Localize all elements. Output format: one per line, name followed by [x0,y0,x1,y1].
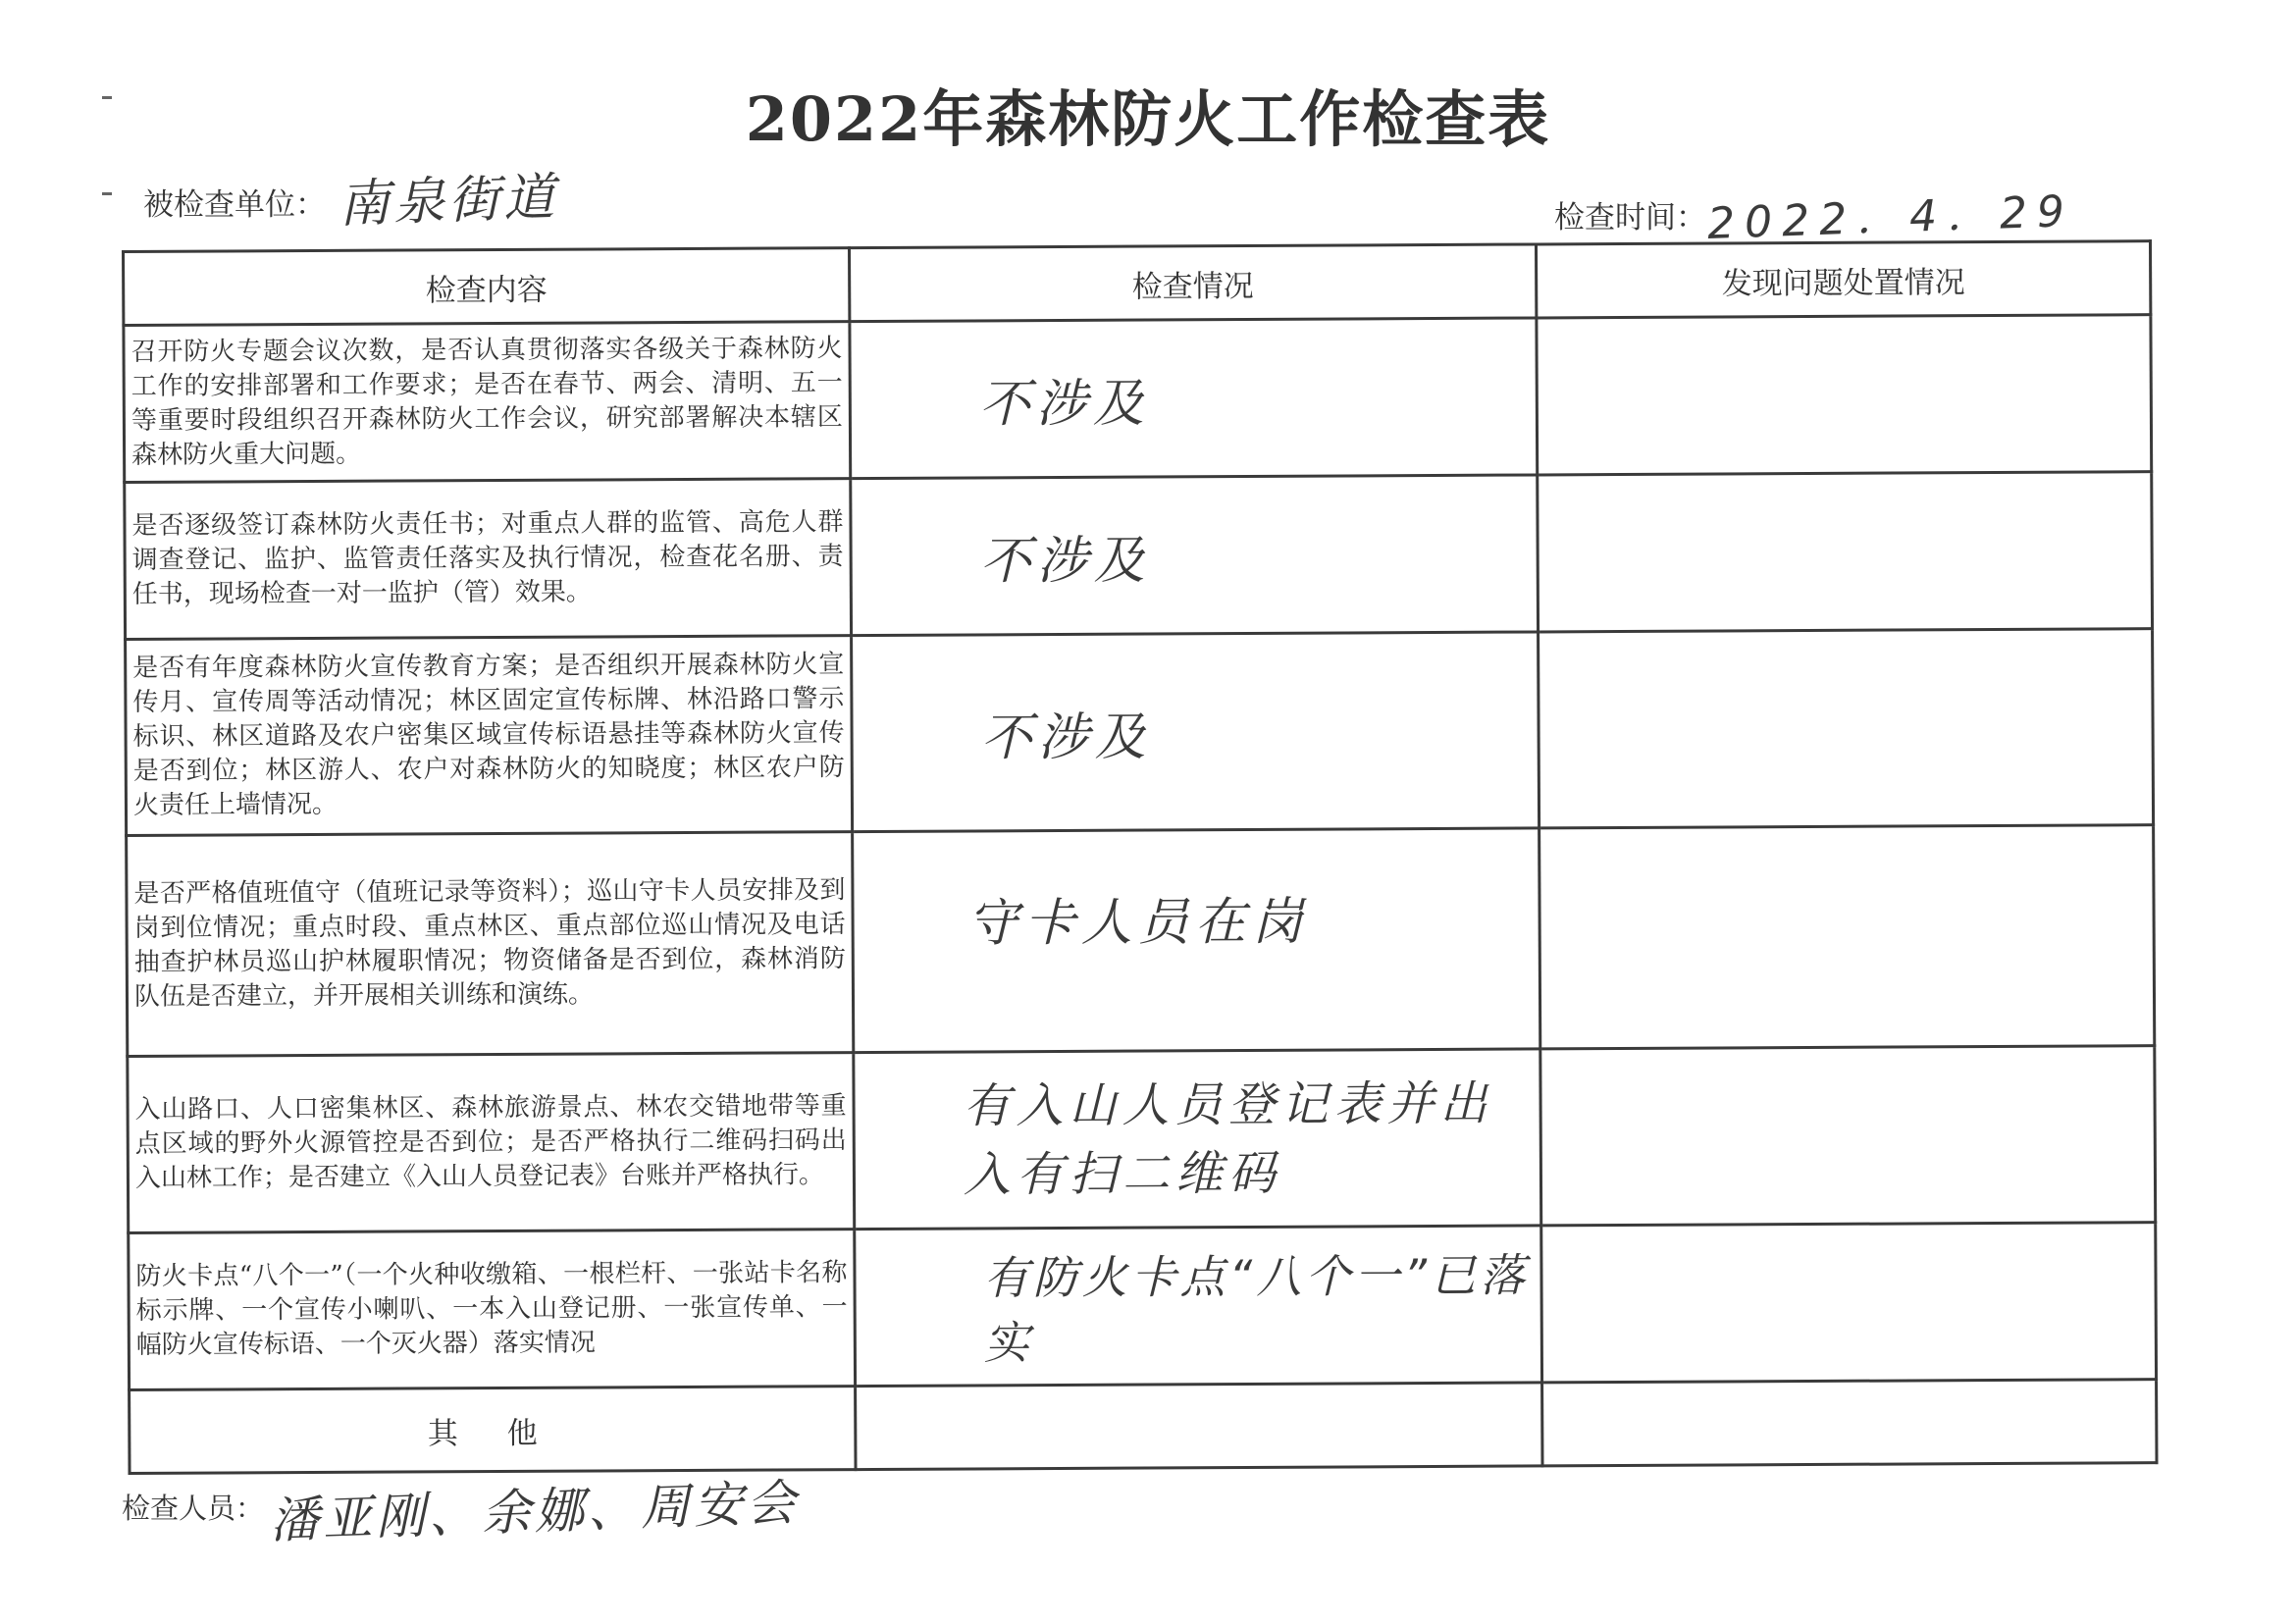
table-row [129,1223,2157,1390]
check-result-cell: 有防火卡点“八个一”已落实 [855,1226,1542,1387]
handling-cell [1539,629,2154,828]
other-label: 其 他 [130,1387,856,1474]
scan-mark [102,192,112,195]
check-content-cell: 是否逐级签订森林防火责任书；对重点人群的监管、高危人群调查登记、监护、监管责任落实及执行情况，检查花名册、责任书，现场检查一对一监护（管）效果。 [125,479,852,640]
check-result-cell: 不涉及 [850,318,1538,479]
check-content-cell: 召开防火专题会议次数，是否认真贯彻落实各级关于森林防火工作的安排部署和工作要求；是否在春节、两会、清明、五一等重要时段组织召开森林防火工作会议，研究部署解决本辖区森林防火重大问题。 [124,322,851,483]
table-row [124,315,2152,483]
column-header: 发现问题处置情况 [1536,241,2150,318]
table-row [125,472,2153,640]
handling-cell [1540,1046,2156,1226]
table-row-other [130,1380,2157,1474]
check-result-cell: 有入山人员登记表并出入有扫二维码 [854,1049,1541,1230]
inspector-value: 潘亚刚、余娜、周安会 [269,1474,801,1549]
unit-value: 南泉街道 [338,168,560,235]
unit-label: 被检查单位： [143,187,326,223]
table-header-row [124,241,2151,326]
check-content-cell: 入山路口、人口密集林区、森林旅游景点、林农交错地带等重点区域的野外火源管控是否到位；是否严格执行二维码扫码出入山林工作；是否建立《入山人员登记表》台账并严格执行。 [128,1053,855,1233]
check-content-cell: 是否有年度森林防火宣传教育方案；是否组织开展森林防火宣传月、宣传周等活动情况；林区固定宣传标牌、林沿路口警示标识、林区道路及农户密集区域宣传标语悬挂等森林防火宣传是否到位；林区游人、农户对森林防火的知晓度；林区农户防火责任上墙情况。 [126,636,853,836]
table-row [126,629,2154,836]
table-row [127,825,2155,1057]
inspector-label: 检查人员： [122,1492,265,1525]
time-label: 检查时间： [1554,200,1706,236]
column-header: 检查内容 [124,248,850,326]
check-content-cell: 是否严格值班值守（值班记录等资料）；巡山守卡人员安排及到岗到位情况；重点时段、重点林区、重点部位巡山情况及电话抽查护林员巡山护林履职情况；物资储备是否到位，森林消防队伍是否建立，并开展相关训练和演练。 [127,832,854,1057]
column-header: 检查情况 [849,244,1536,322]
check-result-cell: 守卡人员在岗 [853,828,1540,1053]
other-handling-cell [1542,1380,2157,1466]
check-result-cell: 不涉及 [851,475,1539,636]
handling-cell [1539,825,2155,1049]
handling-cell [1537,315,2152,475]
page-title: 2022年森林防火工作检查表 [745,83,1551,155]
check-result-cell: 不涉及 [852,632,1539,832]
time-value: 2022．4．29 [1706,185,2075,249]
handling-cell [1541,1223,2157,1383]
handling-cell [1538,472,2153,632]
table-row [128,1046,2156,1233]
other-result-cell [856,1383,1542,1470]
inspection-table [122,239,2155,1472]
check-content-cell: 防火卡点“八个一”（一个火种收缴箱、一根栏杆、一张站卡名称标示牌、一个宣传小喇叭、一本入山登记册、一张宣传单、一幅防火宣传标语、一个灭火器）落实情况 [129,1230,856,1390]
